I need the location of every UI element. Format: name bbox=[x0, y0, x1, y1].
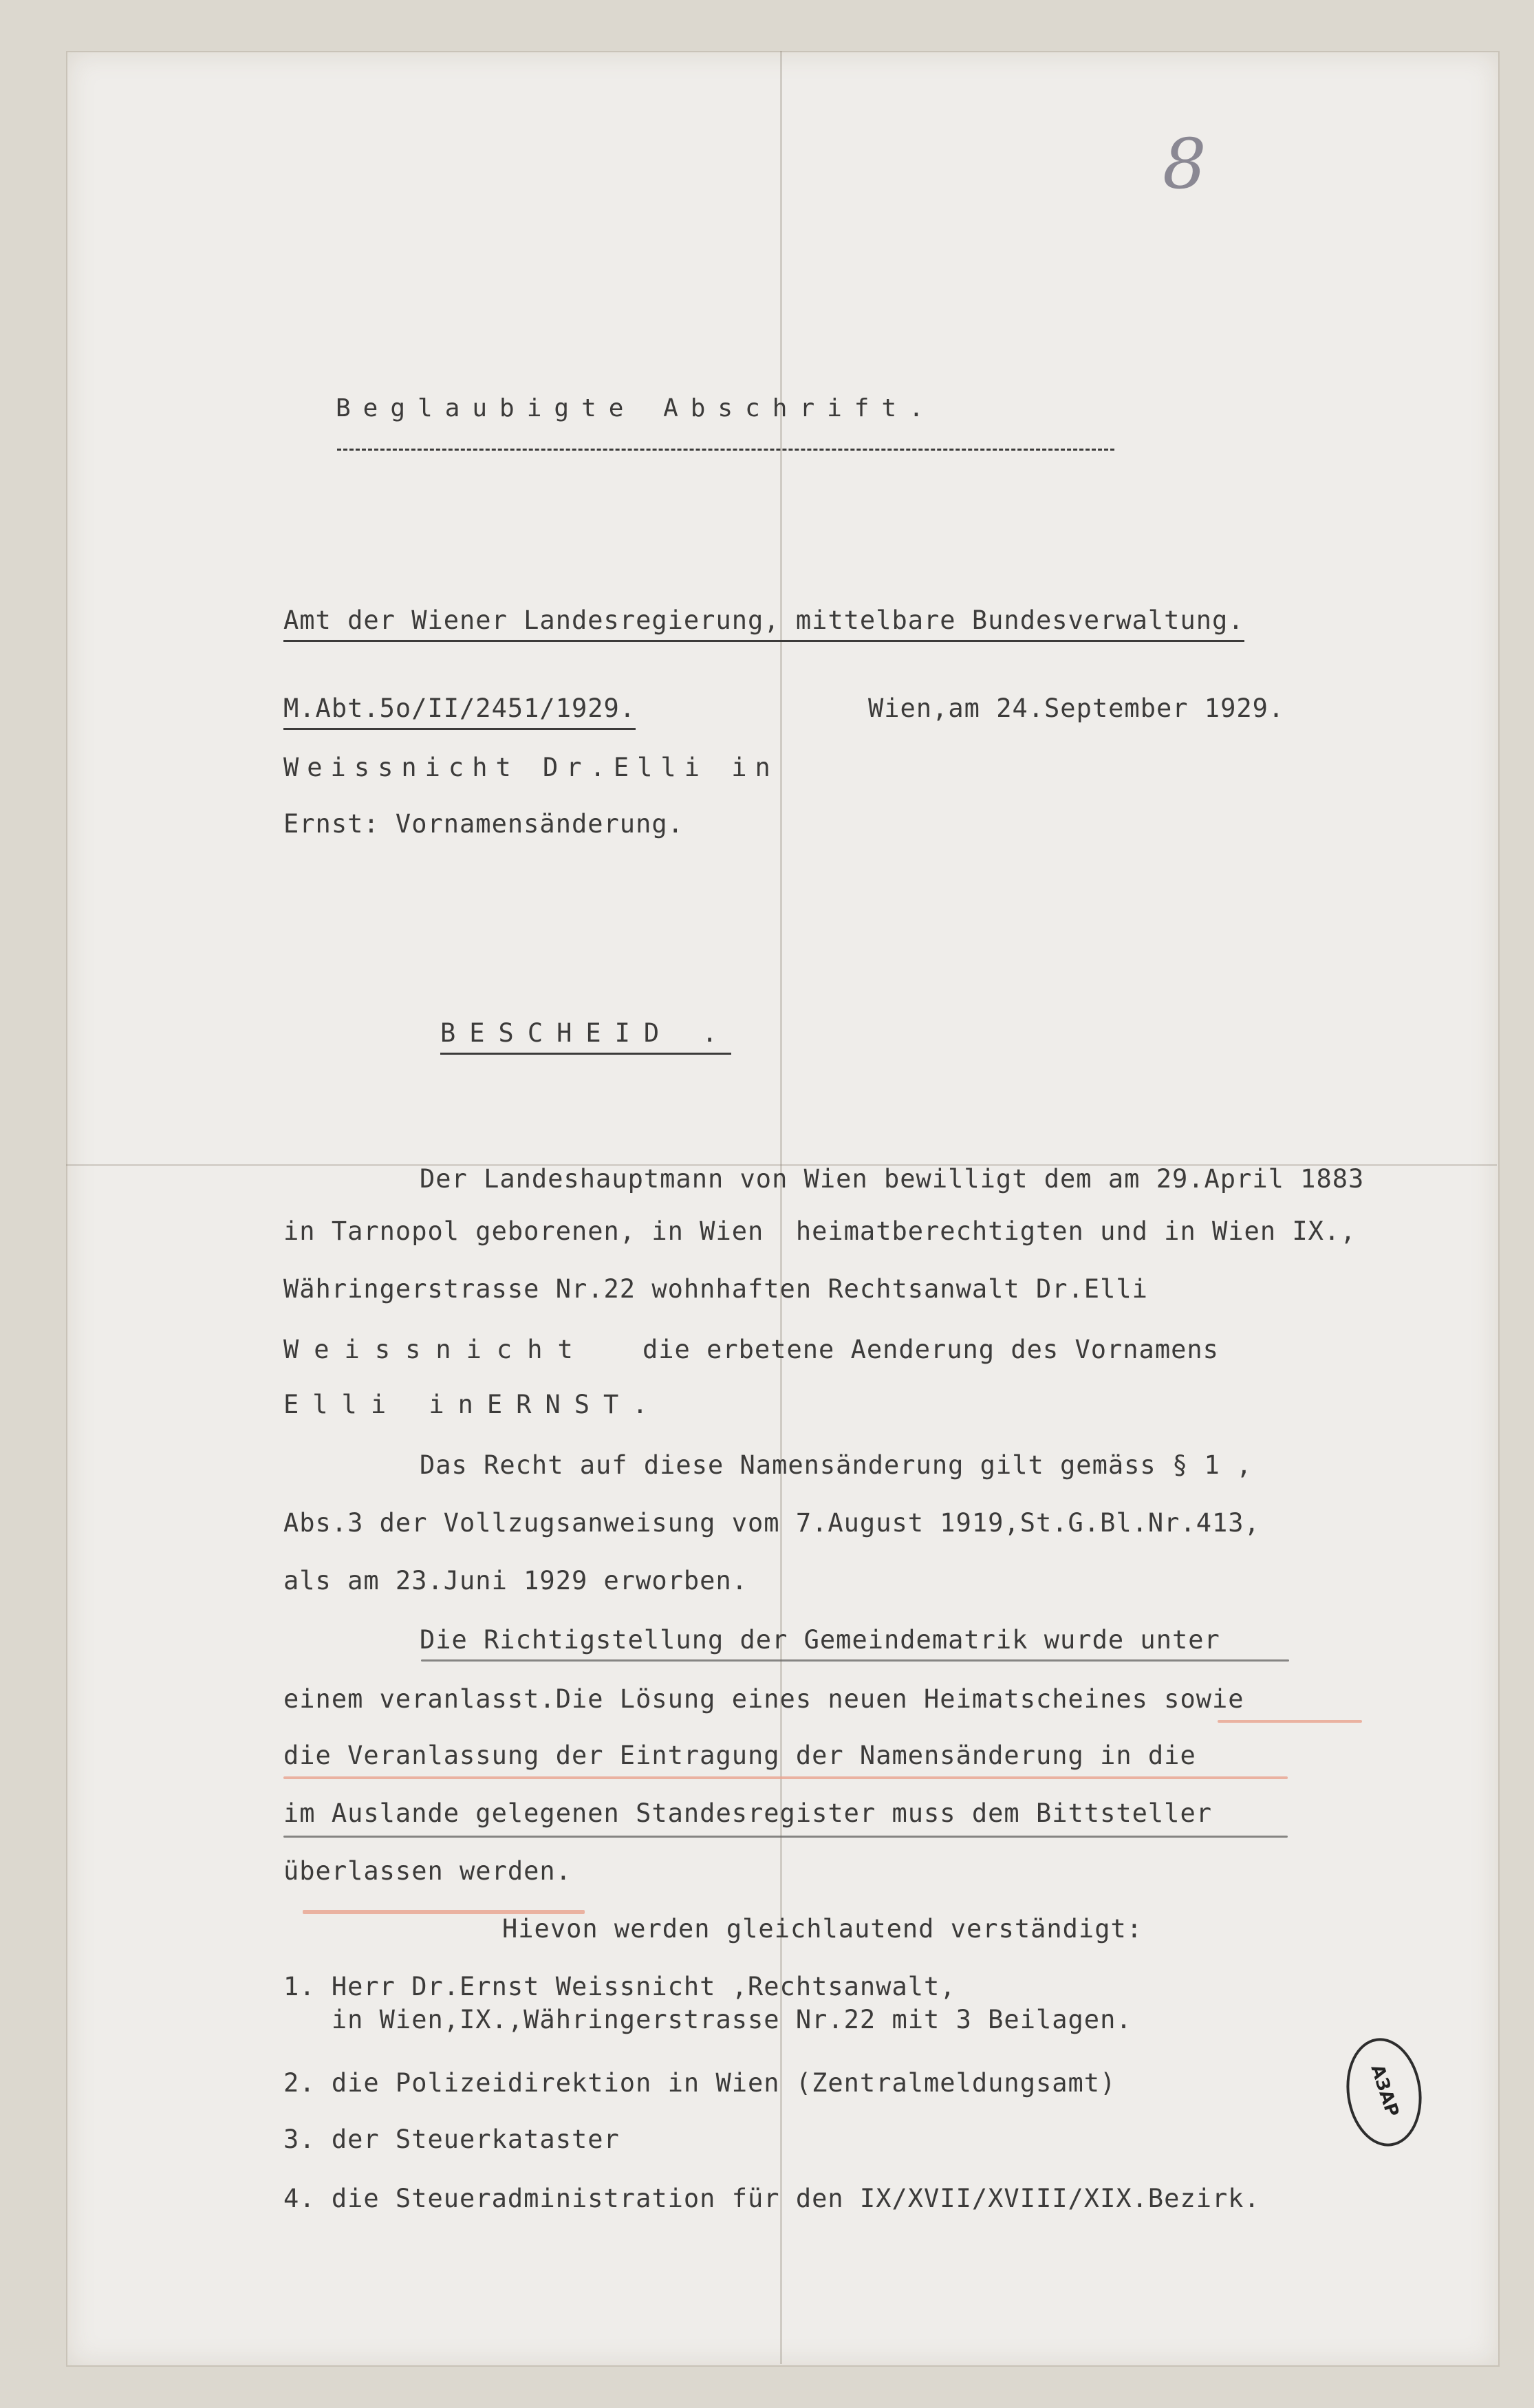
red-underline-2 bbox=[283, 1776, 1288, 1779]
body-line-4-rest: die erbetene Aenderung des Vornamens bbox=[642, 1335, 1219, 1364]
body-line-8: als am 23.Juni 1929 erworben. bbox=[283, 1566, 748, 1595]
heading-dashed-underline bbox=[337, 449, 1114, 451]
body-line-10: einem veranlasst.Die Lösung eines neuen Heimatscheines sowie bbox=[283, 1684, 1244, 1714]
place-and-date: Wien,am 24.September 1929. bbox=[868, 694, 1285, 723]
body-line-5: Elli inERNST. bbox=[283, 1390, 662, 1419]
subject-line-2: Ernst: Vornamensänderung. bbox=[283, 809, 684, 839]
body-line-4-surname: Weissnicht bbox=[283, 1335, 588, 1364]
body-line-11: die Veranlassung der Eintragung der Namensänderung in die bbox=[283, 1741, 1196, 1770]
pencil-underline-2 bbox=[283, 1836, 1288, 1838]
subject-line-1: Weissnicht Dr.Elli in bbox=[283, 753, 779, 782]
body-line-7: Abs.3 der Vollzugsanweisung vom 7.August 1919,St.G.Bl.Nr.413, bbox=[283, 1508, 1260, 1538]
recipient-1: 1. Herr Dr.Ernst Weissnicht ,Rechtsanwalt, bbox=[283, 1972, 956, 2001]
archive-stamp-text: АЗАР bbox=[1366, 2062, 1403, 2120]
recipient-2: 2. die Polizeidirektion in Wien (Zentralmeldungsamt) bbox=[283, 2068, 1116, 2098]
issuing-office: Amt der Wiener Landesregierung, mittelbare Bundesverwaltung. bbox=[283, 605, 1244, 642]
recipient-1-address: in Wien,IX.,Währingerstrasse Nr.22 mit 3 Beilagen. bbox=[283, 2005, 1132, 2034]
body-line-9: Die Richtigstellung der Gemeindematrik wurde unter bbox=[420, 1625, 1220, 1655]
body-line-6: Das Recht auf diese Namensänderung gilt gemäss § 1 , bbox=[420, 1450, 1253, 1480]
body-line-3: Währingerstrasse Nr.22 wohnhaften Rechtsanwalt Dr.Elli bbox=[283, 1274, 1148, 1304]
body-line-12: im Auslande gelegenen Standesregister muss dem Bittsteller bbox=[283, 1798, 1213, 1828]
document-heading: Beglaubigte Abschrift. bbox=[336, 394, 936, 422]
body-line-1: Der Landeshauptmann von Wien bewilligt dem am 29.April 1883 bbox=[420, 1164, 1365, 1194]
decision-title: BESCHEID . bbox=[440, 1018, 731, 1055]
recipient-3: 3. der Steuerkataster bbox=[283, 2125, 620, 2154]
reference-number: M.Abt.5o/II/2451/1929. bbox=[283, 694, 636, 730]
notification-line: Hievon werden gleichlautend verständigt: bbox=[502, 1914, 1143, 1944]
red-underline-1 bbox=[1218, 1720, 1362, 1723]
page-number: 8 bbox=[1163, 124, 1207, 204]
body-line-2: in Tarnopol geborenen, in Wien heimatberechtigten und in Wien IX., bbox=[283, 1216, 1357, 1246]
body-line-13: überlassen werden. bbox=[283, 1856, 572, 1886]
pencil-underline-1 bbox=[421, 1659, 1289, 1662]
recipient-4: 4. die Steueradministration für den IX/XVII/XVIII/XIX.Bezirk. bbox=[283, 2184, 1260, 2213]
